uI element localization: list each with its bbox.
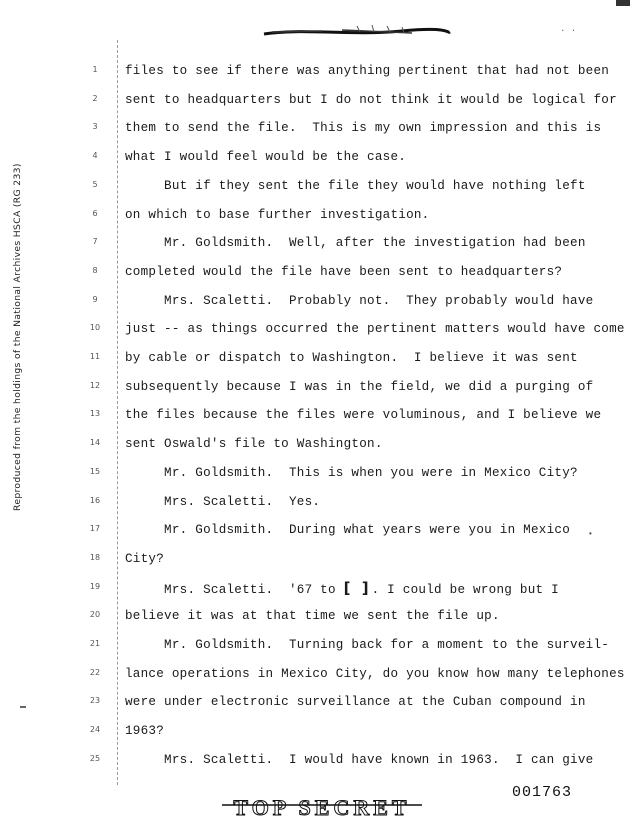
line-number: 16 xyxy=(89,495,101,505)
line-text: . I could be wrong but I xyxy=(371,582,559,597)
line-number: 21 xyxy=(89,639,101,648)
archive-stamp: Reproduced from the holdings of the National Archives HSCA (RG 233) xyxy=(12,163,23,511)
transcript-line: lance operations in Mexico City, do you know how many telephones xyxy=(125,666,625,681)
transcript-line: Mr. Goldsmith. During what years were you in Mexico xyxy=(125,523,571,538)
transcript-line: City? xyxy=(125,551,165,566)
line-number: 18 xyxy=(89,552,101,562)
line-number: 5 xyxy=(92,179,98,189)
line-text: Mrs. Scaletti. '67 to xyxy=(125,582,344,597)
margin-dash xyxy=(20,706,26,708)
corner-scan-mark xyxy=(616,0,630,6)
transcript-line: just -- as things occurred the pertinent matters would have come xyxy=(125,322,625,337)
transcript-line: Mrs. Scaletti. I would have known in 1963. I can give xyxy=(125,752,594,767)
line-number: 8 xyxy=(92,265,98,275)
transcript-line: the files because the files were voluminous, and I believe we xyxy=(125,408,602,423)
line-number: 22 xyxy=(89,667,101,677)
line-number: 13 xyxy=(89,409,101,419)
transcript-line: sent Oswald's file to Washington. xyxy=(125,437,383,452)
line-number: 6 xyxy=(92,208,98,218)
line-number: 3 xyxy=(92,122,98,132)
line-number: 23 xyxy=(89,696,101,706)
transcript-line: subsequently because I was in the field, we did a purging of xyxy=(125,379,594,394)
line-number: 24 xyxy=(89,725,101,735)
line-number: 9 xyxy=(92,294,98,304)
line-number: 12 xyxy=(89,380,101,390)
transcript-line: Mr. Goldsmith. This is when you were in Mexico City? xyxy=(125,465,578,480)
transcript-line: them to send the file. This is my own impression and this is xyxy=(125,121,602,136)
transcript-line: sent to headquarters but I do not think it would be logical for xyxy=(125,92,617,107)
line-number: 17 xyxy=(89,524,101,534)
transcript-line: But if they sent the file they would have nothing left xyxy=(125,178,586,193)
transcript-line: what I would feel would be the case. xyxy=(125,150,407,165)
line-number: 1 xyxy=(92,65,98,74)
line-number: 19 xyxy=(89,581,101,591)
line-number: 14 xyxy=(89,438,101,448)
line-number: 15 xyxy=(89,466,101,476)
line-number: 25 xyxy=(89,753,101,763)
header-mark: · · xyxy=(560,26,577,36)
line-number: 7 xyxy=(92,237,98,247)
transcript-line: by cable or dispatch to Washington. I believe it was sent xyxy=(125,351,578,365)
transcript-line: Mr. Goldsmith. Well, after the investigation had been xyxy=(125,236,586,251)
transcript-line: were under electronic surveillance at the Cuban compound in xyxy=(125,695,586,710)
top-header-redaction xyxy=(262,22,452,40)
transcript-line: Mrs. Scaletti. Probably not. They probably would have xyxy=(125,293,594,308)
line-number: 20 xyxy=(89,610,101,620)
page-number: 001763 xyxy=(512,784,573,801)
transcript-line: believe it was at that time we sent the file up. xyxy=(125,609,500,624)
redaction-bracket: [ ] xyxy=(343,578,372,597)
line-number: 11 xyxy=(89,352,101,361)
transcript-line: completed would the file have been sent to headquarters? xyxy=(125,264,563,279)
line-number: 2 xyxy=(92,93,98,103)
transcript-line: files to see if there was anything pertinent that had not been xyxy=(125,64,610,78)
classification-text: TOP SECRET xyxy=(233,795,411,820)
line-number: 10 xyxy=(89,323,101,333)
transcript-line: Mr. Goldsmith. Turning back for a moment to the surveil- xyxy=(125,638,610,652)
stray-mark: • xyxy=(588,530,593,539)
transcript-line: 1963? xyxy=(125,724,165,739)
transcript-line: Mrs. Scaletti. Yes. xyxy=(125,494,321,509)
margin-rule xyxy=(117,40,119,785)
classification-marking xyxy=(222,793,422,823)
transcript-line: on which to base further investigation. xyxy=(125,207,430,222)
transcript-line xyxy=(125,580,625,598)
line-number: 4 xyxy=(92,151,98,161)
